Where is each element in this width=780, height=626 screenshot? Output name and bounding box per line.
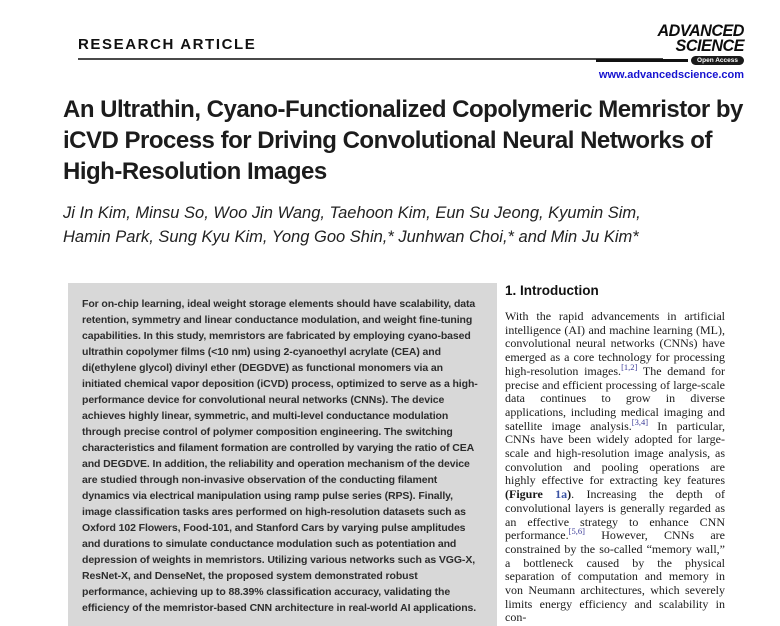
logo-text-science: SCIENCE xyxy=(675,36,744,55)
intro-text-segment: . Increasing the depth of convolutional layers is generally regarded as an effective strategy to enhance CNN performance. xyxy=(505,487,725,543)
figure-link[interactable]: 1a xyxy=(555,487,568,502)
journal-website-link[interactable]: www.advancedscience.com xyxy=(598,69,744,81)
section-heading-introduction: 1. Introduction xyxy=(505,283,599,298)
abstract-box xyxy=(68,283,497,626)
intro-paragraph xyxy=(505,310,725,625)
journal-logo xyxy=(574,23,744,83)
intro-text-segment: However, CNNs are constrained by the so-called “memory wall,” a bottleneck caused by the physical separation of computation and memory in von Neumann architectures, which severely limits energy efficiency and scalability in con- xyxy=(505,528,725,625)
citation-link[interactable]: [1,2] xyxy=(621,361,638,372)
citation-link[interactable]: [3,4] xyxy=(631,416,649,427)
intro-text-segment: ) xyxy=(567,487,572,502)
logo-text-advanced: ADVANCED xyxy=(657,21,744,40)
intro-text-segment: With the rapid advancements in artificial intelligence (AI) and machine learning (ML), convolutional neural networks (CNNs) have emerged as a core technology for processing high-resolution images. xyxy=(505,309,725,378)
page-title: An Ultrathin, Cyano-Functionalized Copolymeric Memristor by iCVD Process for Driving Convolutional Neural Networks of High-Resolution Images xyxy=(63,96,743,185)
abstract-text: For on-chip learning, ideal weight storage elements should have scalability, data retention, symmetry and linear conductance modulation, and weight fine-tuning capabilities. In this study, memristors are fabricated by employing cyano-based ultrathin copolymer films (<10 nm) using 2-cyanoethyl acrylate (CEA) and di(ethylene glycol) divinyl ether (DEGDVE) as functional monomers via an initiated chemical vapor deposition (iCVD) process, optimized to serve as a high-performance device for convolutional neural networks (CNNs). The device achieves highly linear, symmetric, and multi-level conductance modulation through precise control of polymer composition engineering. The switching characteristics and filament formation are controlled by varying the ratio of CEA and DEGDVE. In addition, the reliability and operation mechanism of the device are studied through non-invasive observation of the conducting filament dynamics via electrical manipulation using ramp pulse series (RPS). Finally, image classification tasks ares performed on high-resolution datasets such as Oxford 102 Flowers, Food-101, and Stanford Cars by varying pulse amplitudes and durations to simulate conductance modulation such as potentiation and depression of weights in memristors. Utilizing various networks such as VGG-X, ResNet-X, and DenseNet, the proposed system demonstrated robust performance, achieving up to 88.39% classification accuracy, validating the efficiency of the memristor-based CNN architecture in real-world AI applications. xyxy=(82,298,478,614)
intro-text-segment: In particular, CNNs have been widely adopted for large-scale and high-resolution image analysis, as convolution and pooling operations are highly effective for extracting key features xyxy=(505,418,725,488)
logo-underline-row xyxy=(574,56,744,65)
citation-link[interactable]: [5,6] xyxy=(568,526,585,537)
introduction-column xyxy=(505,283,725,626)
logo-underline xyxy=(596,59,688,62)
intro-text-segment: The demand for precise and efficient processing of large-scale data continues to grow in diverse applications, including medical imaging and satellite image analysis. xyxy=(505,363,725,433)
intro-text-segment: (Figure xyxy=(505,487,556,502)
author-list: Ji In Kim, Minsu So, Woo Jin Wang, Taehoon Kim, Eun Su Jeong, Kyumin Sim, Hamin Park, Sung Kyu Kim, Yong Goo Shin,* Junhwan Choi,* and Min Ju Kim* xyxy=(63,204,641,246)
open-access-badge: Open Access xyxy=(691,56,744,65)
article-type-label: RESEARCH ARTICLE xyxy=(78,36,257,53)
